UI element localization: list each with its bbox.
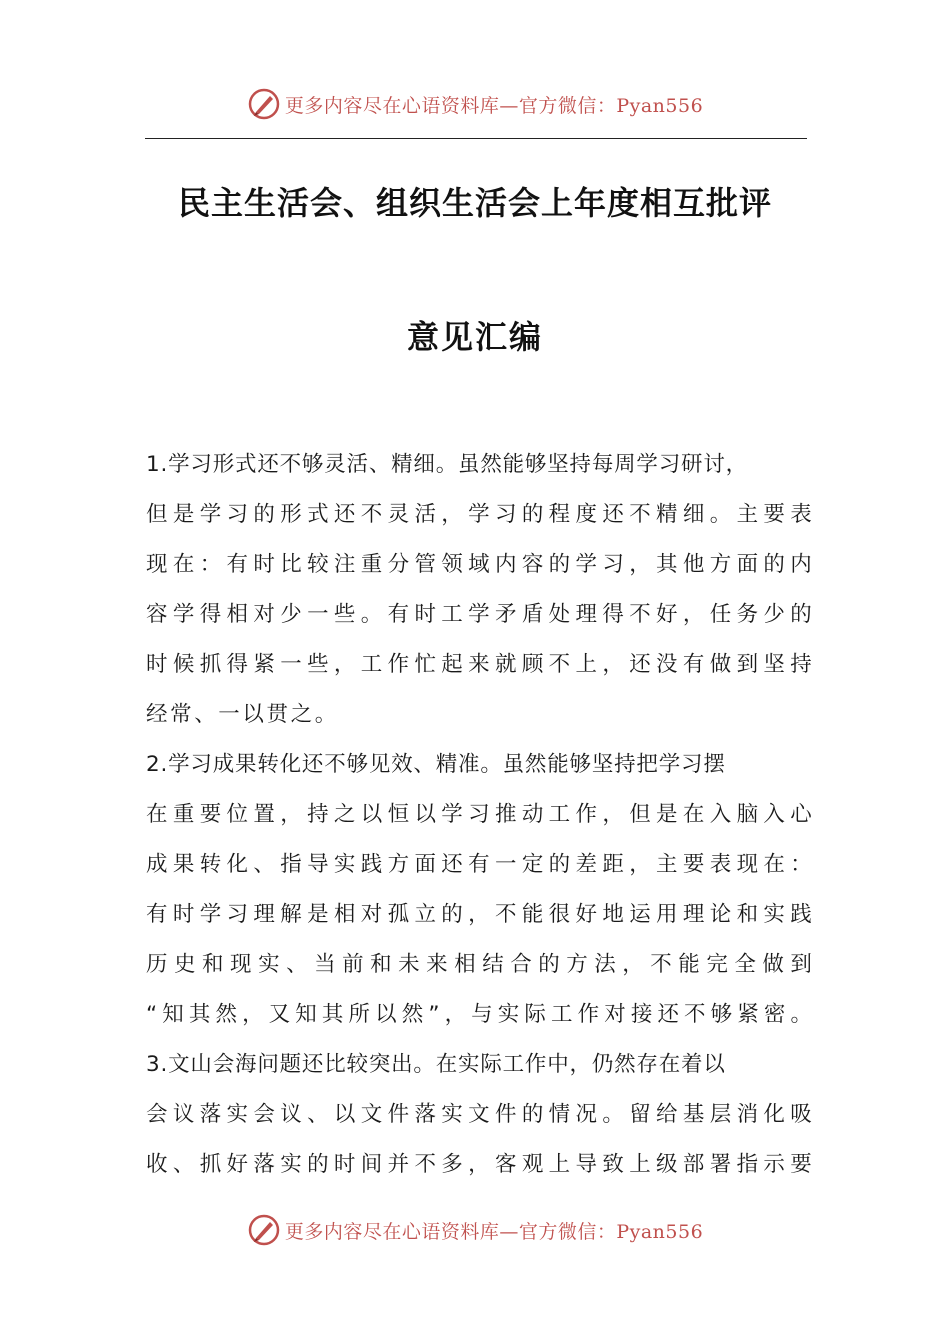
- body-line: 历 史 和 现 实 、 当 前 和 未 来 相 结 合 的 方 法 ， 不 能 完 全 做 到: [146, 952, 812, 977]
- body-line: 经常、一以贯之。: [146, 702, 339, 727]
- document-title: 民主生活会、组织生活会上年度相互批评: [177, 184, 772, 222]
- document-body: [146, 440, 812, 1190]
- body-line: 成 果 转 化 、 指 导 实 践 方 面 还 有 一 定 的 差 距 ， 主 要 表 现 在 ：: [146, 852, 812, 877]
- body-line: 时 候 抓 得 紧 一 些 ， 工 作 忙 起 来 就 顾 不 上 ， 还 没 有 做 到 坚 持: [146, 652, 812, 677]
- watermark-banner-bottom: [0, 1208, 950, 1252]
- pen-logo-icon: [247, 87, 281, 121]
- body-line: 容 学 得 相 对 少 一 些 。 有 时 工 学 矛 盾 处 理 得 不 好 ， 任 务 少 的: [146, 602, 812, 627]
- body-line: 1.学习形式还不够灵活、精细。虽然能够坚持每周学习研讨，: [146, 452, 748, 477]
- body-line: 3.文山会海问题还比较突出。在实际工作中，仍然存在着以: [146, 1052, 726, 1077]
- body-line: 在 重 要 位 置 ， 持 之 以 恒 以 学 习 推 动 工 作 ， 但 是 在 入 脑 入 心: [146, 802, 812, 827]
- pen-logo-icon: [247, 1213, 281, 1247]
- body-line: 收 、 抓 好 落 实 的 时 间 并 不 多 ， 客 观 上 导 致 上 级 部 署 指 示 要: [146, 1152, 812, 1177]
- document-title-continuation: 意见汇编: [406, 318, 543, 356]
- body-line: 现 在 ： 有 时 比 较 注 重 分 管 领 域 内 容 的 学 习 ， 其 他 方 面 的 内: [146, 552, 812, 577]
- body-line: “ 知 其 然 ， 又 知 其 所 以 然 ” ， 与 实 际 工 作 对 接 还 不 够 紧 密 。: [146, 1002, 812, 1027]
- body-line: 但 是 学 习 的 形 式 还 不 灵 活 ， 学 习 的 程 度 还 不 精 细 。 主 要 表: [146, 502, 812, 527]
- watermark-banner-top: [0, 82, 950, 126]
- watermark-text: 更多内容尽在心语资料库—官方微信：Pyan556: [284, 1220, 704, 1243]
- body-line: 2.学习成果转化还不够见效、精准。虽然能够坚持把学习摆: [146, 752, 726, 777]
- body-line: 会 议 落 实 会 议 、 以 文 件 落 实 文 件 的 情 况 。 留 给 基 层 消 化 吸: [146, 1102, 812, 1127]
- body-line: 有 时 学 习 理 解 是 相 对 孤 立 的 ， 不 能 很 好 地 运 用 理 论 和 实 践: [146, 902, 812, 927]
- watermark-text: 更多内容尽在心语资料库—官方微信：Pyan556: [284, 94, 704, 117]
- header-divider: [145, 138, 807, 139]
